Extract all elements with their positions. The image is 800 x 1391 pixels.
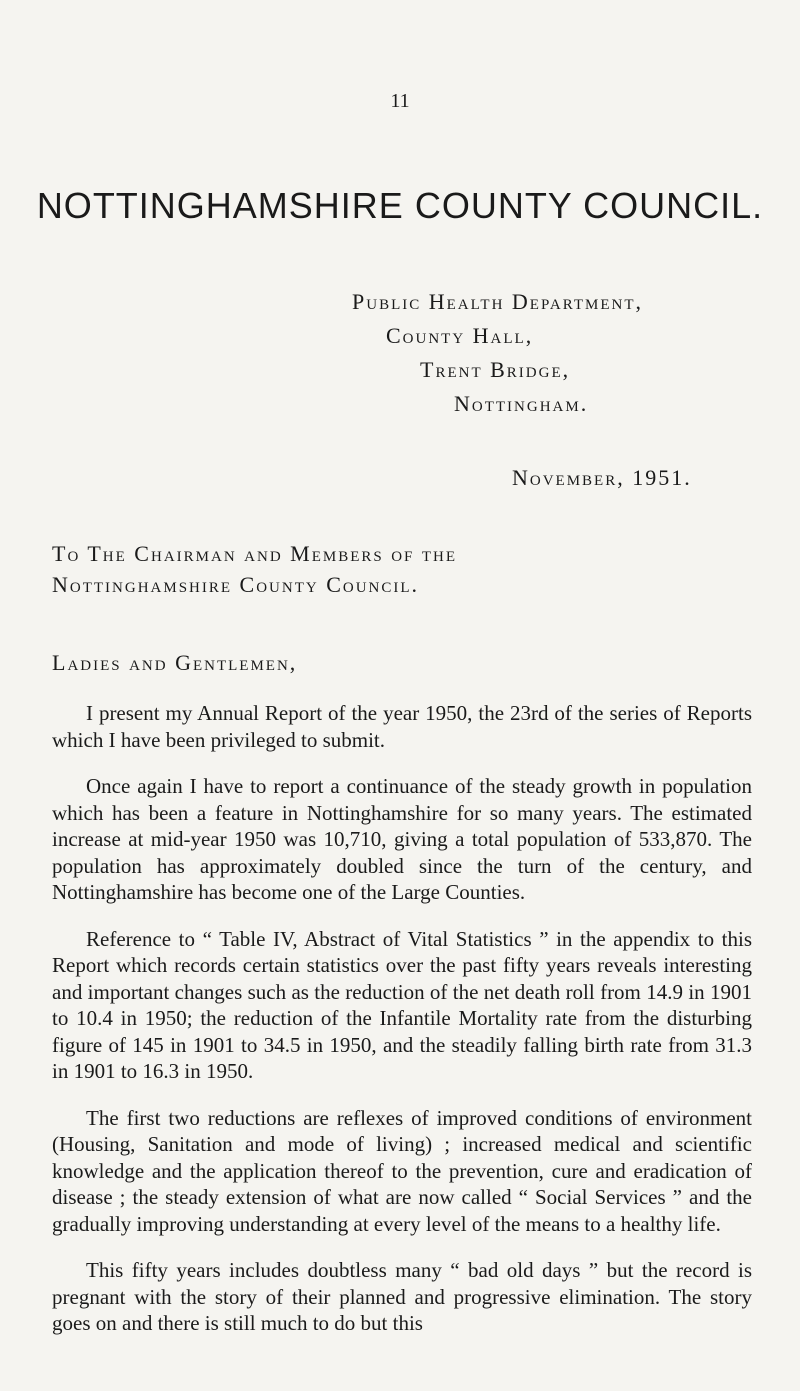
paragraph-intro: I present my Annual Report of the year 1950, the 23rd of the series of Reports which I have been privileged to submit. — [52, 701, 752, 752]
addressee-line-2: Nottinghamshire County Council. — [52, 572, 420, 597]
paragraph-fifty-years: This fifty years includes doubtless many “ bad old days ” but the record is pregnant with the story of their planned and progressive elimination. The story goes on and there is still much to do but this — [52, 1258, 752, 1335]
address-line-street: Trent Bridge, — [420, 357, 571, 382]
address-line-department: Public Health Department, — [352, 289, 644, 314]
addressee-line-1: To The Chairman and Members of the — [52, 541, 458, 566]
address-line-city: Nottingham. — [454, 391, 589, 416]
paragraph-reductions: The first two reductions are reflexes of improved conditions of environment (Housing, Sanitation and mode of living) ; increased medical and scientific knowledge and the application thereof to the prevention, cure and eradication of disease ; the steady extension of what are now called “ Social Services ” and the gradually improving understanding at every level of the means to a healthy life. — [52, 1105, 752, 1236]
letter-date: November, 1951. — [512, 465, 692, 490]
letter-body — [52, 700, 752, 1357]
paragraph-statistics: Reference to “ Table IV, Abstract of Vital Statistics ” in the appendix to this Report which records certain statistics over the past fifty years reveals interesting and important changes such as the reduction of the net death roll from 14.9 in 1901 to 10.4 in 1950; the reduction of the Infantile Mortality rate from the disturbing figure of 145 in 1901 to 34.5 in 1950, and the steadily falling birth rate from 31.3 in 1901 to 16.3 in 1950. — [52, 926, 752, 1083]
page-number: 11 — [390, 90, 410, 112]
page-title: NOTTINGHAMSHIRE COUNTY COUNCIL. — [36, 185, 764, 226]
address-line-building: County Hall, — [386, 323, 534, 348]
sender-address — [352, 285, 643, 421]
paragraph-population: Once again I have to report a continuance of the steady growth in population which has been a feature in Nottinghamshire for so many years. The estimated increase at mid-year 1950 was 10,710, giving a total population of 533,870. The population has approximately doubled since the turn of the century, and Nottinghamshire has become one of the Large Counties. — [52, 774, 752, 904]
salutation: Ladies and Gentlemen, — [52, 650, 298, 675]
addressee — [52, 538, 457, 600]
